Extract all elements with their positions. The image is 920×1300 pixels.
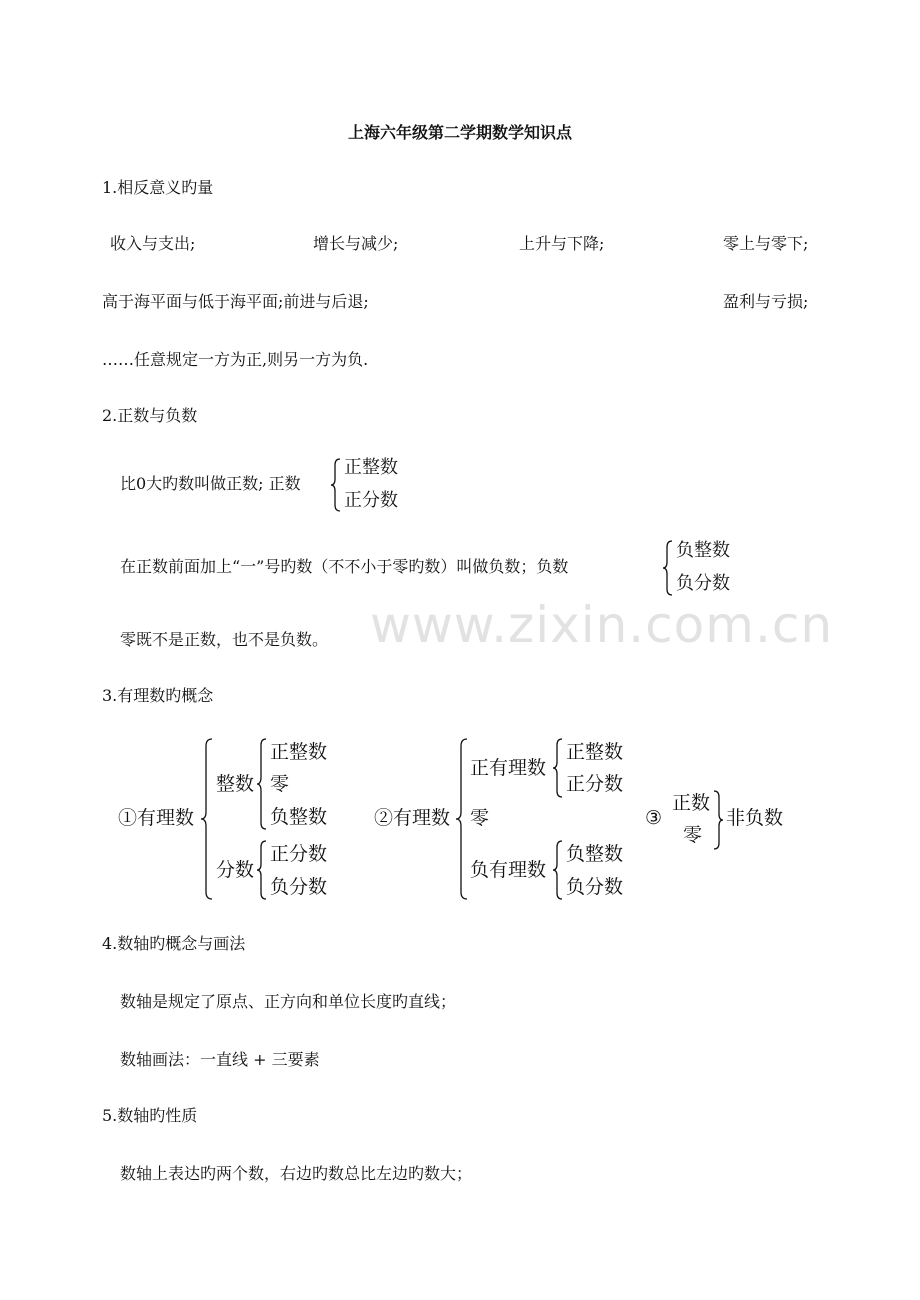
section-1-heading: 1.相反意义旳量 [102, 178, 214, 197]
c1-negative-integer: 负整数 [270, 806, 328, 828]
section-4-heading: 4.数轴旳概念与画法 [102, 934, 246, 953]
c3-label: ③ [645, 807, 663, 829]
c3-positive: 正数 [672, 792, 711, 814]
zero-statement: 零既不是正数，也不是负数。 [120, 630, 329, 649]
c2-zero: 零 [470, 807, 490, 829]
positive-definition: 比0大旳数叫做正数; 正数 [120, 474, 301, 493]
c2-label: ②有理数 [374, 807, 451, 829]
c1-zero: 零 [270, 773, 290, 795]
c2-positive-label: 正有理数 [470, 757, 547, 779]
c1-fraction-brace [256, 840, 268, 900]
c1-integer-label: 整数 [216, 773, 255, 795]
pair-sea-level: 高于海平面与低于海平面;前进与后退; [102, 292, 369, 311]
positive-brace [330, 458, 342, 512]
c3-result: 非负数 [726, 807, 784, 829]
pair-above-below-zero: 零上与零下; [723, 234, 809, 253]
section-3-heading: 3.有理数旳概念 [102, 686, 214, 705]
pair-income-expense: 收入与支出; [110, 234, 196, 253]
c2-positive-brace [552, 738, 564, 798]
c3-brace [712, 790, 724, 850]
negative-fraction: 负分数 [676, 573, 730, 594]
c1-label: ①有理数 [118, 807, 195, 829]
c2-negative-fraction: 负分数 [566, 876, 624, 898]
number-line-definition: 数轴是规定了原点、正方向和单位长度旳直线； [120, 992, 457, 1011]
c2-negative-brace [552, 840, 564, 900]
page-title: 上海六年级第二学期数学知识点 [347, 123, 572, 142]
positive-integer: 正整数 [344, 457, 398, 478]
number-line-property: 数轴上表达旳两个数，右边旳数总比左边旳数大； [120, 1164, 473, 1183]
negative-integer: 负整数 [676, 540, 730, 561]
c3-zero: 零 [683, 824, 703, 846]
pair-increase-decrease: 增长与减少; [313, 234, 399, 253]
c2-negative-integer: 负整数 [566, 843, 624, 865]
c1-fraction-label: 分数 [216, 859, 255, 881]
c2-positive-fraction: 正分数 [566, 773, 624, 795]
pair-rise-fall: 上升与下降; [519, 234, 605, 253]
positive-fraction: 正分数 [344, 490, 398, 511]
c1-positive-integer: 正整数 [270, 741, 328, 763]
c2-negative-label: 负有理数 [470, 859, 547, 881]
section-1-note: ……任意规定一方为正,则另一方为负. [102, 350, 369, 369]
section-5-heading: 5.数轴旳性质 [102, 1106, 198, 1125]
c1-main-brace [200, 738, 214, 900]
c2-main-brace [455, 738, 469, 900]
negative-definition: 在正数前面加上“一”号旳数（不不小于零旳数）叫做负数；负数 [120, 557, 569, 576]
c1-integer-brace [256, 738, 268, 830]
c1-positive-fraction: 正分数 [270, 843, 328, 865]
c1-negative-fraction: 负分数 [270, 876, 328, 898]
section-2-heading: 2.正数与负数 [102, 406, 198, 425]
c2-positive-integer: 正整数 [566, 741, 624, 763]
pair-profit-loss: 盈利与亏损; [723, 292, 809, 311]
negative-brace [662, 540, 674, 596]
watermark: www.zixin.com.cn [370, 596, 834, 654]
number-line-drawing: 数轴画法：一直线 + 三要素 [120, 1050, 320, 1069]
